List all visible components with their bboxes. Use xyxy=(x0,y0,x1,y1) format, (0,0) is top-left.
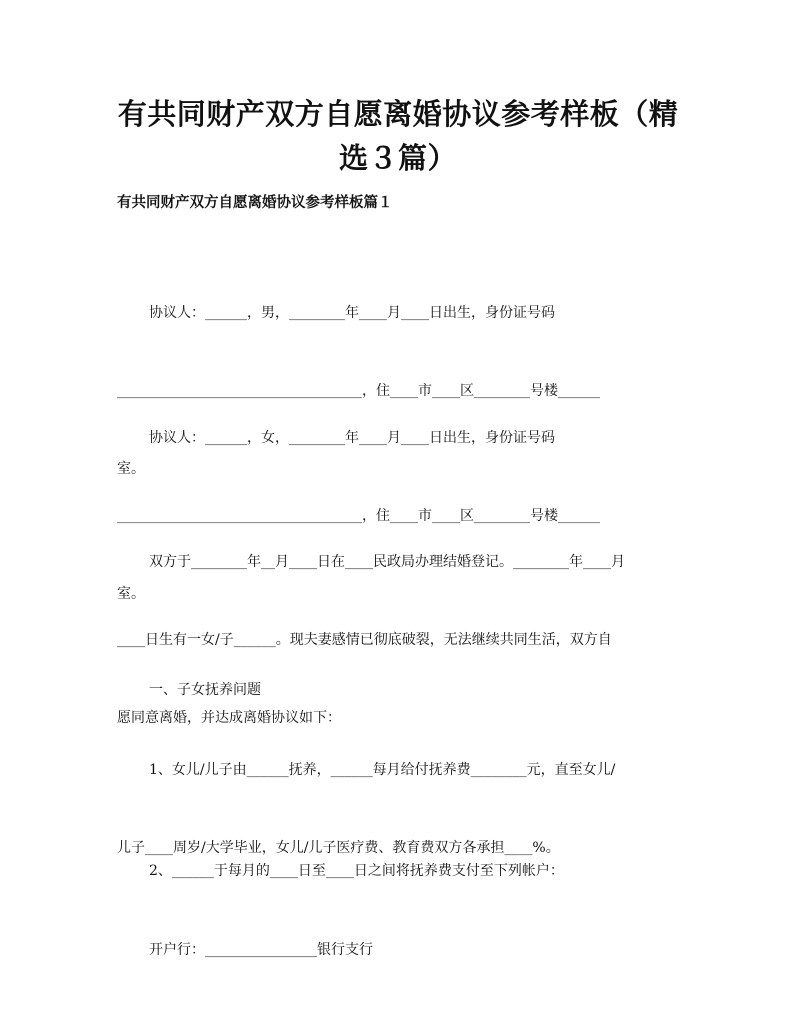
party1-line-2: ___________________________________，住____市____区________号楼______ xyxy=(117,383,600,399)
bank-line-1: 开户行：________________银行支行 xyxy=(149,942,373,958)
party1-line-3: 室。 xyxy=(117,461,145,477)
clause1-line-1: 1、女儿/儿子由______抚养，______每月给付抚养费________元，直至女儿/ xyxy=(149,762,616,778)
party1-line-1: 协议人：______，男，________年____月____日出生，身份证号码 xyxy=(149,305,555,321)
marriage-line-1: 双方于________年__月____日在____民政局办理结婚登记。________年____月 xyxy=(149,554,625,570)
marriage-line-2: ____日生有一女/子______。现夫妻感情已彻底破裂，无法继续共同生活，双方自 xyxy=(117,632,612,648)
clause2-line-1: 2、______于每月的____日至____日之间将抚养费支付至下列帐户： xyxy=(149,863,564,879)
party2-line-3: 室。 xyxy=(117,586,145,602)
document-title-line-1: 有共同财产双方自愿离婚协议参考样板（精 xyxy=(117,97,679,131)
bank-paragraph xyxy=(117,885,677,1015)
party2-line-1: 协议人：______，女，________年____月____日出生，身份证号码 xyxy=(149,430,555,446)
marriage-line-3: 愿同意离婚，并达成离婚协议如下： xyxy=(117,710,341,726)
custody-heading: 一、子女抚养问题 xyxy=(149,682,261,698)
document-title-line-2: 选３篇） xyxy=(338,141,457,175)
clause1-line-2: 儿子____周岁/大学毕业，女儿/儿子医疗费、教育费双方各承担____%。 xyxy=(117,840,560,856)
section-heading: 有共同财产双方自愿离婚协议参考样板篇１ xyxy=(117,194,393,211)
party2-line-2: ___________________________________，住____市____区________号楼______ xyxy=(117,508,600,524)
